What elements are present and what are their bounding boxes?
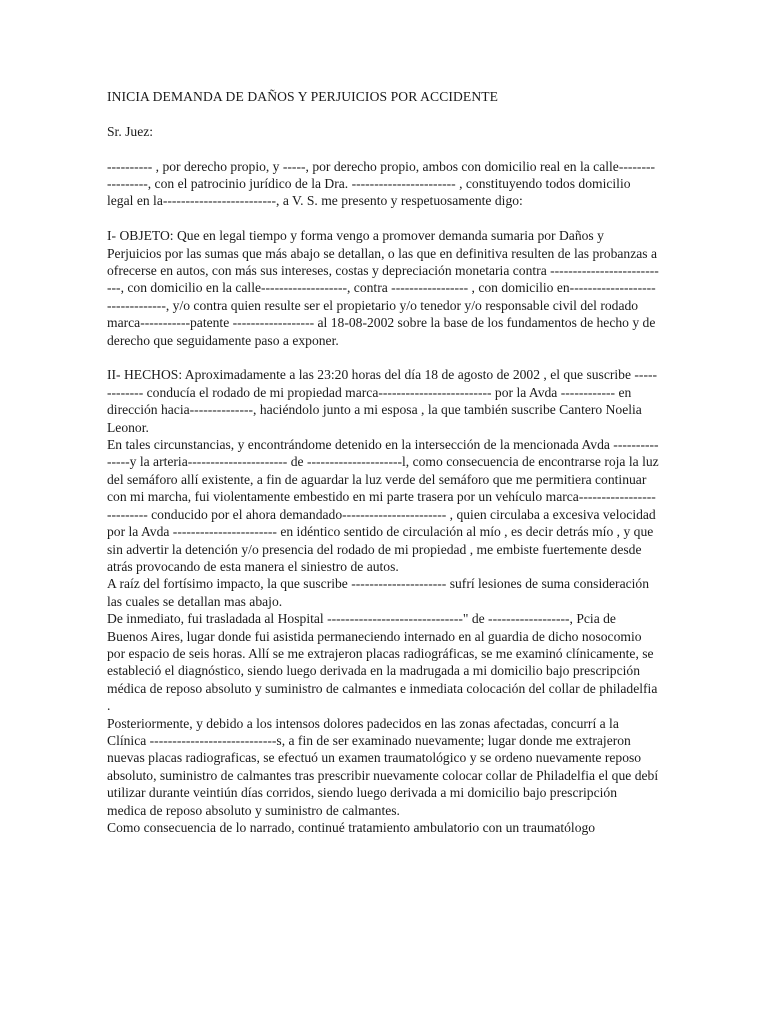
hechos-paragraph: Posteriormente, y debido a los intensos dolores padecidos en las zonas afectadas, concurrí a la Clínica ----------------------------s, a fin de ser examinado nuevamente; lugar donde me extrajeron nuevas placas radiograficas, se efectuó un examen traumatológico y se ordeno nuevamente reposo absoluto, suministro de calmantes tras prescribir nuevamente colocar collar de Philadelfia el que debí utilizar durante veintiún días corridos, siendo luego derivada a mi domicilio bajo prescripción medica de reposo absoluto y suministro de calmantes. bbox=[107, 715, 659, 818]
hechos-paragraph: II- HECHOS: Aproximadamente a las 23:20 horas del día 18 de agosto de 2002 , el que suscribe ------------- conducía el rodado de mi propiedad marca------------------------- por la Avda ------------ en dirección hacia--------------, haciéndolo junto a mi esposa , la que también suscribe Cantero Noelia Leonor. bbox=[107, 367, 658, 435]
hechos-paragraph: Como consecuencia de lo narrado, continué tratamiento ambulatorio con un traumatólogo bbox=[107, 820, 596, 835]
salutation: Sr. Juez: bbox=[107, 123, 154, 139]
hechos-section bbox=[107, 366, 659, 836]
document-title: INICIA DEMANDA DE DAÑOS Y PERJUICIOS POR ACCIDENTE bbox=[107, 89, 499, 104]
document-page bbox=[107, 88, 659, 854]
hechos-paragraph: De inmediato, fui trasladada al Hospital ------------------------------" de ------------------, Pcia de Buenos Aires, lugar donde fui asistida permaneciendo internado en al guardia de dicho nosocomio por espacio de seis horas. Allí se me extrajeron placas radiográficas, se me examinó clínicamente, se estableció el diagnóstico, siendo luego derivada en la madrugada a mi domicilio bajo prescripción médica de reposo absoluto y suministro de calmantes e inmediata colocación del collar de philadelfia . bbox=[107, 611, 658, 714]
hechos-paragraph: A raíz del fortísimo impacto, la que suscribe --------------------- sufrí lesiones de suma consideración las cuales se detallan mas abajo. bbox=[107, 576, 650, 609]
objeto-paragraph: I- OBJETO: Que en legal tiempo y forma vengo a promover demanda sumaria por Daños y Perjuicios por las sumas que más abajo se detallan, o las que en definitiva resulten de las probanzas a ofrecerse en autos, con más sus intereses, costas y depreciación monetaria contra ---------------------------, con domicilio en la calle-------------------, contra ----------------- , con domicilio en--------------------------------, y/o contra quien resulte ser el propietario y/o tenedor y/o responsable civil del rodado marca-----------patente ------------------ al 18-08-2002 sobre la base de los fundamentos de hecho y de derecho que seguidamente paso a exponer. bbox=[107, 228, 659, 348]
intro-paragraph: ---------- , por derecho propio, y -----, por derecho propio, ambos con domicilio real en la calle-----------------, con el patrocinio jurídico de la Dra. ----------------------- , constituyendo todos domicilio legal en la-------------------------, a V. S. me presento y respetuosamente digo: bbox=[107, 158, 656, 209]
hechos-paragraph: En tales circunstancias, y encontrándome detenido en la intersección de la mencionada Avda ---------------y la arteria---------------------- de ---------------------l, como consecuencia de encontrarse roja la luz del semáforo allí existente, a fin de aguardar la luz verde del semáforo que me permitiera continuar con mi marcha, fui violentamente embestido en mi parte trasera por un vehículo marca-------------------------- conducido por el ahora demandado----------------------- , quien circulaba a excesiva velocidad por la Avda ----------------------- en idéntico sentido de circulación al mío , es decir detrás mío , y que sin advertir la detención y/o presencia del rodado de mi propiedad , me embiste fuertemente desde atrás provocando de esta manera el siniestro de autos. bbox=[107, 437, 659, 574]
